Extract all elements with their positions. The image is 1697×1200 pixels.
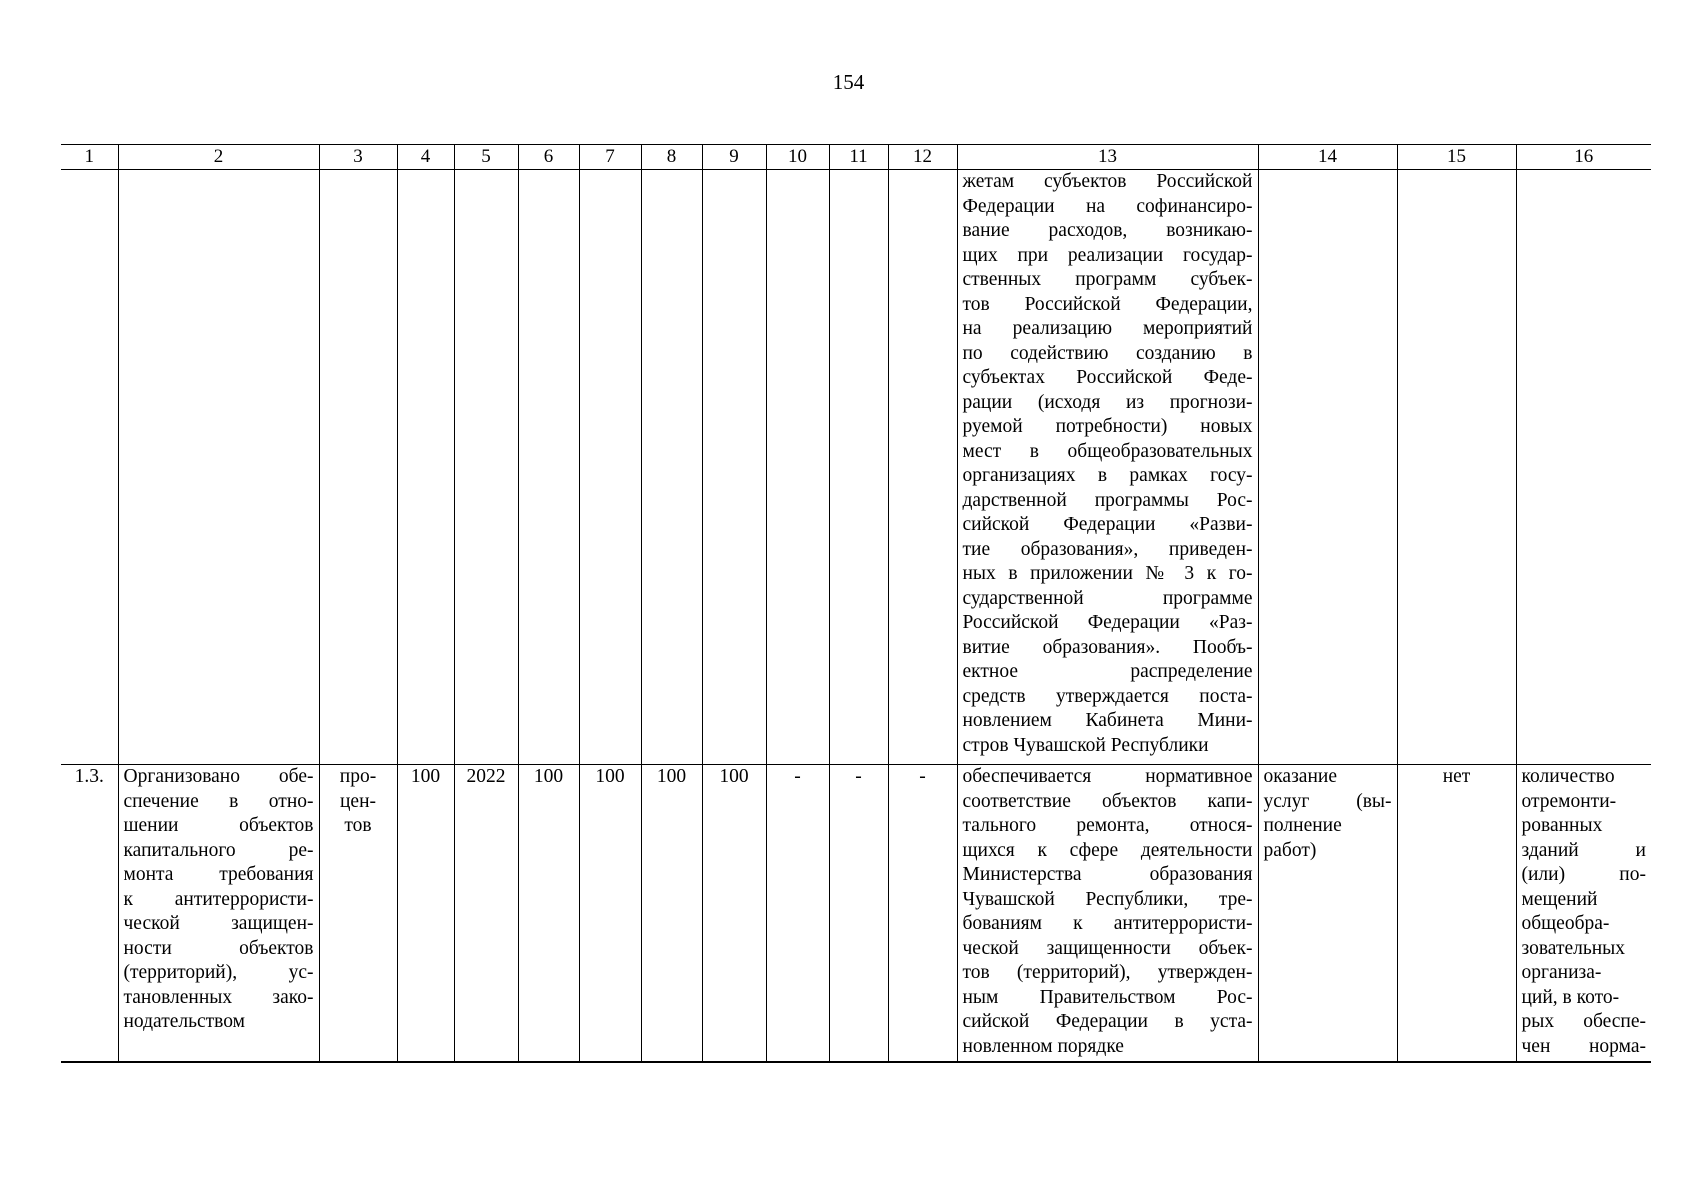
text-line: ных в приложении № 3 к го- — [962, 563, 1253, 584]
text-line: ческой защищенности объек- — [962, 937, 1253, 959]
text-line: ектное распределение — [962, 661, 1253, 682]
text-line: тие образования», приведен- — [962, 538, 1253, 560]
indicator-cell — [1516, 765, 1651, 1063]
text-line: щих при реализации государ- — [962, 244, 1253, 266]
description-cell — [957, 765, 1258, 1063]
dash-cell: - — [888, 765, 957, 1063]
text-line: услуг (вы- — [1263, 790, 1392, 812]
text-line: ным Правительством Рос- — [962, 986, 1253, 1008]
text-line: спечение в отно- — [123, 790, 314, 812]
text-line: тов (территорий), утвержден- — [962, 962, 1253, 983]
text-line: про- — [339, 766, 377, 787]
table-row-continuation — [61, 170, 1651, 765]
text-line: рованных — [1521, 815, 1603, 836]
text-line: мест в общеобразовательных — [962, 440, 1253, 462]
text-line: капитального ре- — [123, 839, 314, 861]
text-line: дарственной программы Рос- — [962, 489, 1253, 511]
column-header: 5 — [454, 145, 518, 170]
text-line: нодательством — [123, 1011, 245, 1032]
flag-cell: нет — [1397, 765, 1516, 1063]
text-line: сийской Федерации «Разви- — [962, 514, 1253, 535]
text-line: тального ремонта, относя- — [962, 815, 1253, 836]
text-line: тов Российской Федерации, — [962, 293, 1253, 315]
text-line: (или) по- — [1521, 864, 1646, 885]
text-line: руемой потребности) новых — [962, 416, 1253, 437]
type-cell — [1258, 765, 1397, 1063]
text-line: Российской Федерации «Раз- — [962, 612, 1253, 633]
text-line: на реализацию мероприятий — [962, 318, 1253, 339]
text-line: отремонти- — [1521, 790, 1617, 812]
text-line: тов — [344, 815, 372, 836]
value-cell: 100 — [397, 765, 454, 1063]
text-line: соответствие объектов капи- — [962, 790, 1253, 812]
text-line: сийской Федерации в уста- — [962, 1011, 1253, 1032]
text-line: организа- — [1521, 962, 1602, 983]
text-line: (территорий), ус- — [123, 962, 314, 983]
page-number: 154 — [832, 70, 865, 94]
column-header: 16 — [1516, 145, 1651, 170]
column-header: 12 — [888, 145, 957, 170]
value-cell: 100 — [518, 765, 579, 1063]
continuation-description — [957, 170, 1258, 765]
text-line: общеобра- — [1521, 913, 1610, 934]
text-line: монта требования — [123, 864, 314, 885]
text-line: тановленных зако- — [123, 986, 314, 1008]
column-header: 14 — [1258, 145, 1397, 170]
column-header: 7 — [579, 145, 641, 170]
text-line: по содействию созданию в — [962, 342, 1253, 364]
column-header: 15 — [1397, 145, 1516, 170]
column-header: 4 — [397, 145, 454, 170]
text-line: вание расходов, возникаю- — [962, 220, 1253, 241]
text-line: зданий и — [1521, 839, 1646, 861]
text-line: новленном порядке — [962, 1035, 1124, 1057]
row-number: 1.3. — [61, 765, 118, 1063]
text-line: к антитеррористи- — [123, 888, 314, 910]
text-line: Федерации на софинансиро- — [962, 195, 1253, 217]
column-header: 10 — [766, 145, 829, 170]
text-line: Министерства образования — [962, 864, 1253, 885]
header-row — [61, 145, 1651, 170]
column-header: 13 — [957, 145, 1258, 170]
text-line: новлением Кабинета Мини- — [962, 710, 1253, 731]
text-line: организациях в рамках госу- — [962, 465, 1253, 486]
text-line: чен норма- — [1521, 1035, 1646, 1057]
value-cell: 100 — [641, 765, 702, 1063]
year-cell: 2022 — [454, 765, 518, 1063]
text-line: жетам субъектов Российской — [962, 171, 1253, 192]
text-line: ности объектов — [123, 937, 314, 959]
text-line: субъектах Российской Феде- — [962, 367, 1253, 388]
text-line: Организовано обе- — [123, 766, 314, 787]
text-line: ций, в кото- — [1521, 986, 1620, 1008]
text-line: бованиям к антитеррористи- — [962, 913, 1253, 934]
text-line: цен- — [339, 790, 377, 812]
text-line: шении объектов — [123, 815, 314, 836]
column-header: 2 — [118, 145, 319, 170]
measure-name — [118, 765, 319, 1063]
column-header: 6 — [518, 145, 579, 170]
value-cell: 100 — [579, 765, 641, 1063]
dash-cell: - — [829, 765, 888, 1063]
unit-cell — [319, 765, 397, 1063]
data-table — [61, 144, 1651, 1063]
text-line: витие образования». Пообъ- — [962, 636, 1253, 658]
text-line: рации (исходя из прогнози- — [962, 391, 1253, 413]
column-header: 9 — [702, 145, 766, 170]
text-line: количество — [1521, 766, 1615, 787]
text-line: мещений — [1521, 888, 1598, 910]
column-header: 8 — [641, 145, 702, 170]
text-line: зовательных — [1521, 937, 1626, 959]
text-line: средств утверждается поста- — [962, 685, 1253, 707]
dash-cell: - — [766, 765, 829, 1063]
text-line: стров Чувашской Республики — [962, 734, 1209, 756]
text-line: обеспечивается нормативное — [962, 766, 1253, 787]
text-line: оказание — [1263, 766, 1337, 787]
text-line: ческой защищен- — [123, 913, 314, 934]
text-line: работ) — [1263, 839, 1317, 861]
table-row — [61, 765, 1651, 1063]
text-line: сударственной программе — [962, 587, 1253, 609]
column-header: 11 — [829, 145, 888, 170]
value-cell: 100 — [702, 765, 766, 1063]
text-line: щихся к сфере деятельности — [962, 839, 1253, 861]
text-line: полнение — [1263, 815, 1342, 836]
text-line: рых обеспе- — [1521, 1011, 1646, 1032]
column-header: 1 — [61, 145, 118, 170]
text-line: ственных программ субъек- — [962, 269, 1253, 290]
column-header: 3 — [319, 145, 397, 170]
text-line: Чувашской Республики, тре- — [962, 888, 1253, 910]
